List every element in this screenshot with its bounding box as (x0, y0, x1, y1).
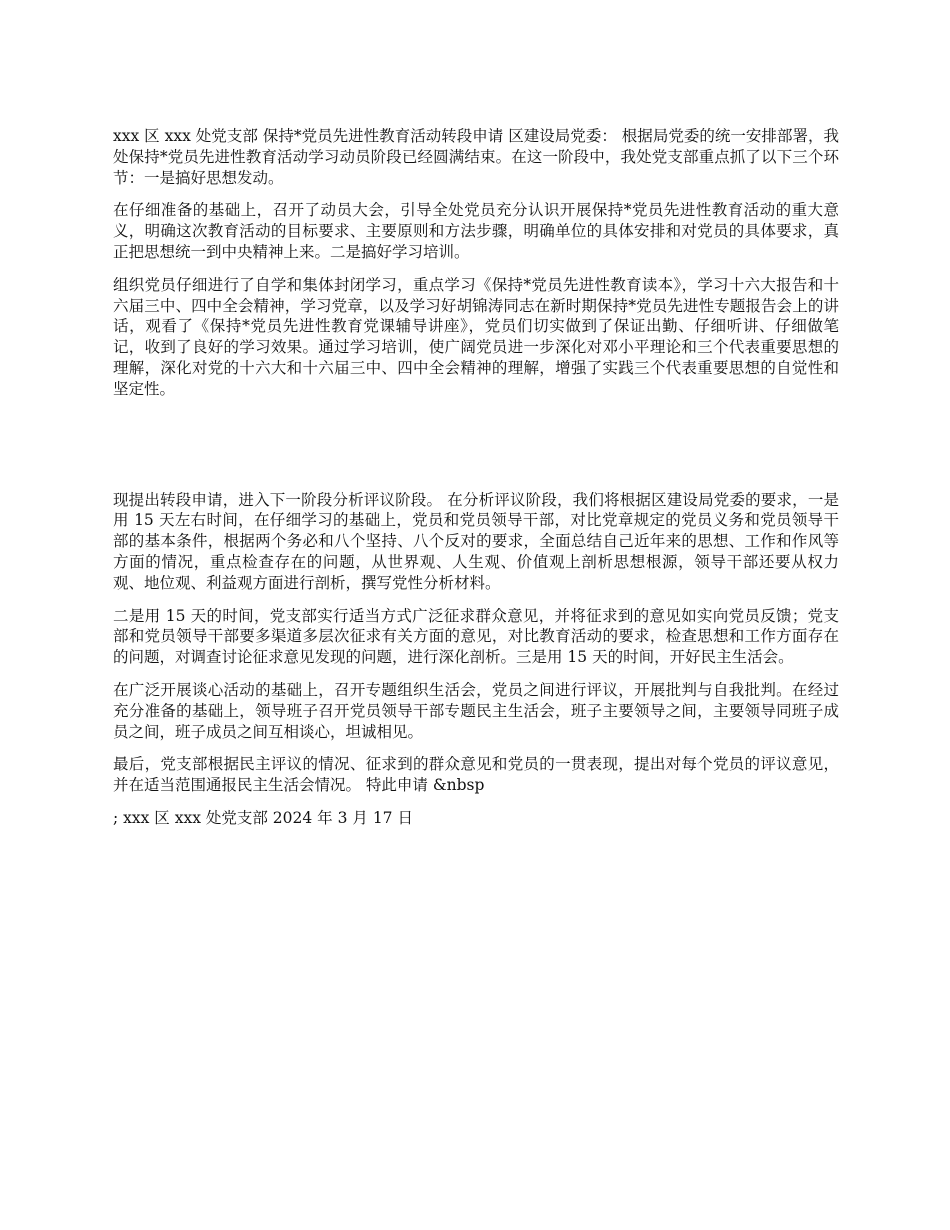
paragraph-transition-request: 现提出转段申请，进入下一阶段分析评议阶段。 在分析评议阶段，我们将根据区建设局党委的要求，一是用 15 天左右时间，在仔细学习的基础上，党员和党员领导干部，对比党章规定的党员义务和党员领导干部的基本条件，根据两个务必和八个坚持、八个反对的要求，全面总结自己近年来的思想、工作和作风等方面的情况，重点检查存在的问题，从世界观、人生观、价值观上剖析思想根源，领导干部还要从权力观、地位观、利益观方面进行剖析，撰写党性分析材料。 (113, 490, 839, 592)
document-body (113, 126, 839, 841)
paragraph-signature-date: ; xxx 区 xxx 处党支部 2024 年 3 月 17 日 (113, 808, 413, 827)
paragraph-gap (113, 412, 839, 490)
paragraph-study-training: 组织党员仔细进行了自学和集体封闭学习，重点学习《保持*党员先进性教育读本》，学习十六大报告和十六届三中、四中全会精神，学习党章，以及学习好胡锦涛同志在新时期保持*党员先进性专题报告会上的讲话，观看了《保持*党员先进性教育党课辅导讲座》，党员们切实做到了保证出勤、仔细听讲、仔细做笔记，收到了良好的学习效果。通过学习培训，使广阔党员进一步深化对邓小平理论和三个代表重要思想的理解，深化对党的十六大和十六届三中、四中全会精神的理解，增强了实践三个代表重要思想的自觉性和坚定性。 (113, 275, 839, 398)
paragraph-conclusion: 最后，党支部根据民主评议的情况、征求到的群众意见和党员的一贯表现，提出对每个党员的评议意见，并在适当范围通报民主生活会情况。 特此申请 &nbsp (113, 755, 839, 795)
paragraph-intro: xxx 区 xxx 处党支部 保持*党员先进性教育活动转段申请 区建设局党委： 根据局党委的统一安排部署，我处保持*党员先进性教育活动学习动员阶段已经圆满结束。在这一阶段中，我处党支部重点抓了以下三个环节：一是搞好思想发动。 (113, 127, 839, 187)
paragraph-feedback: 二是用 15 天的时间，党支部实行适当方式广泛征求群众意见，并将征求到的意见如实向党员反馈；党支部和党员领导干部要多渠道多层次征求有关方面的意见，对比教育活动的要求，检查思想和工作方面存在的问题，对调查讨论征求意见发现的问题，进行深化剖析。三是用 15 天的时间，开好民主生活会。 (113, 606, 839, 667)
paragraph-mobilization: 在仔细准备的基础上，召开了动员大会，引导全处党员充分认识开展保持*党员先进性教育活动的重大意义，明确这次教育活动的目标要求、主要原则和方法步骤，明确单位的具体安排和对党员的具体要求，真正把思想统一到中央精神上来。二是搞好学习培训。 (113, 201, 839, 261)
paragraph-heart-to-heart: 在广泛开展谈心活动的基础上，召开专题组织生活会，党员之间进行评议，开展批判与自我批判。在经过充分准备的基础上，领导班子召开党员领导干部专题民主生活会，班子主要领导之间，主要领导同班子成员之间，班子成员之间互相谈心，坦诚相见。 (113, 680, 839, 741)
